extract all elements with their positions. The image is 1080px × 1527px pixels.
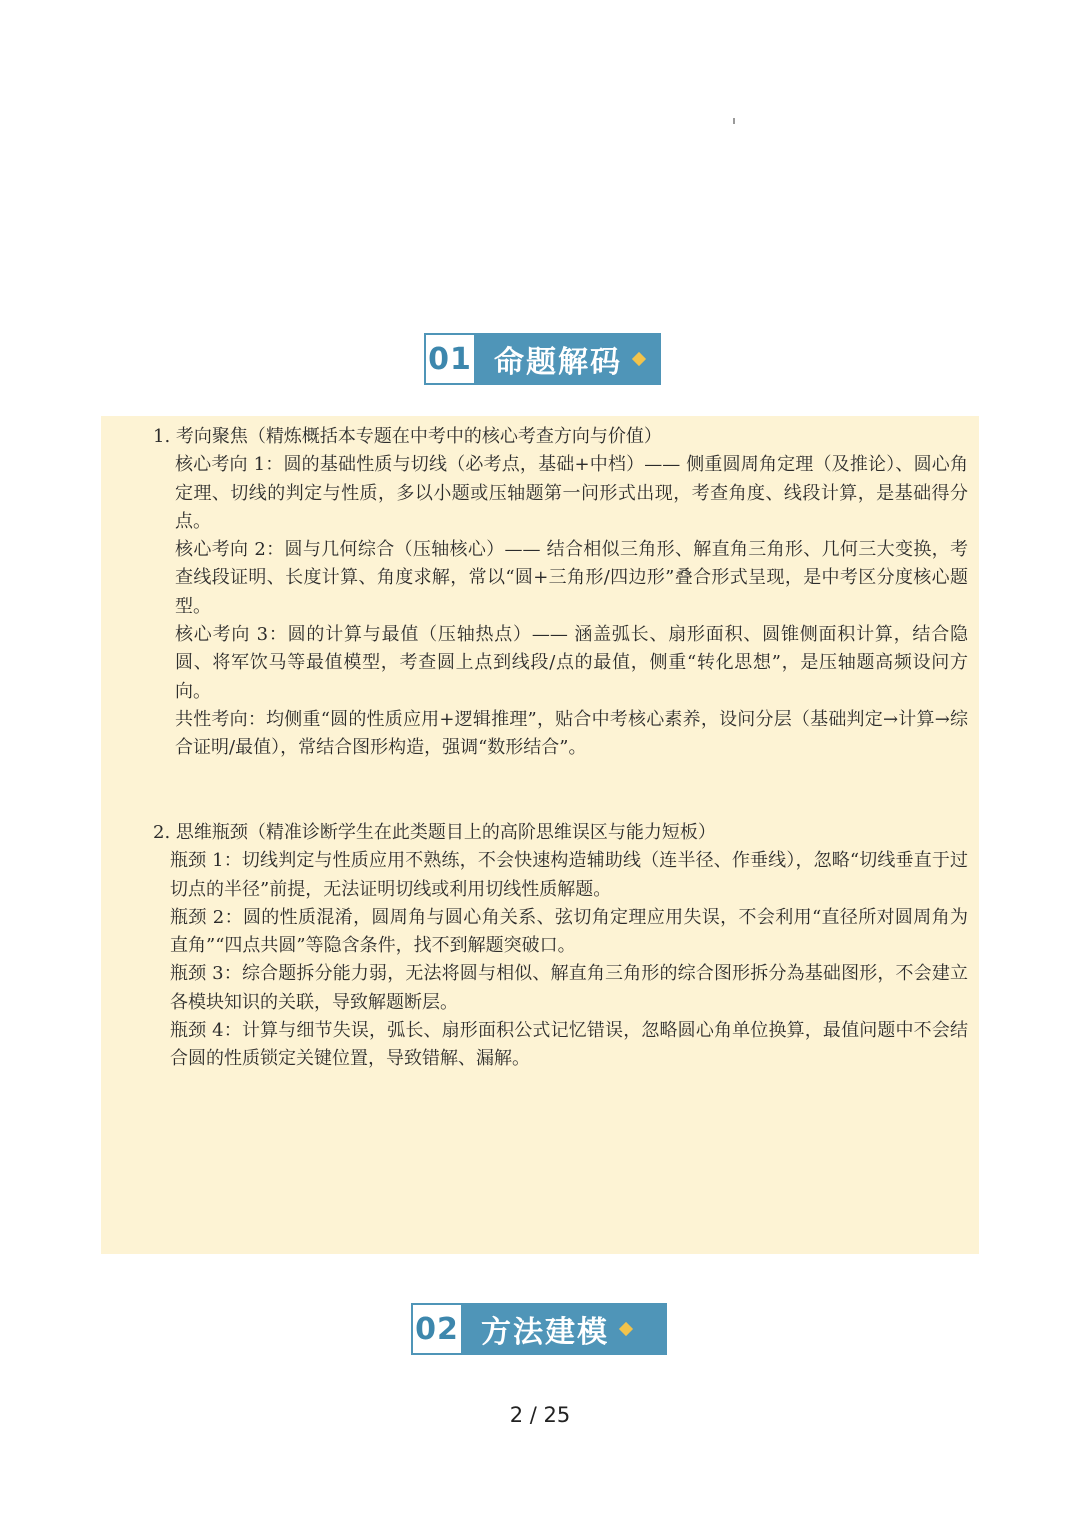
bottleneck-section <box>153 819 968 1074</box>
bottleneck-paragraph: 瓶颈 3：综合题拆分能力弱，无法将圆与相似、解直角三角形的综合图形拆分為基础图形，不会建立各模块知识的关联，导致解题断层。 <box>170 963 968 1013</box>
focus-paragraph: 核心考向 1：圆的基础性质与切线（必考点，基础+中档）—— 侧重圆周角定理（及推论）、圆心角定理、切线的判定与性质，多以小题或压轴题第一问形式出现，考查角度、线段计算，是基础得分点。 <box>175 454 968 532</box>
section-title-box <box>476 333 661 385</box>
diamond-icon <box>619 1322 633 1336</box>
focus-paragraph: 共性考向：均侧重“圆的性质应用+逻辑推理”，贴合中考核心素养，设问分层（基础判定→计算→综合证明/最值），常结合图形构造，强调“数形结合”。 <box>175 708 968 759</box>
focus-section <box>153 423 968 763</box>
focus-paragraph: 核心考向 3：圆的计算与最值（压轴热点）—— 涵盖弧长、扇形面积、圆锥侧面积计算，结合隐圆、将军饮马等最值模型，考查圆上点到线段/点的最值，侧重“转化思想”，是压轴题高频设问方向。 <box>175 624 968 702</box>
section-header-02 <box>411 1303 667 1355</box>
section-number: 01 <box>424 333 476 385</box>
section-title: 方法建模 <box>481 1315 609 1350</box>
bottleneck-paragraph: 瓶颈 4：计算与细节失误，弧长、扇形面积公式记忆错误，忽略圆心角单位换算，最值问题中不会结合圆的性质锁定关键位置，导致错解、漏解。 <box>170 1020 968 1070</box>
section-title-box <box>463 1303 667 1355</box>
section-title: 命题解码 <box>494 345 622 380</box>
section-number: 02 <box>411 1303 463 1355</box>
diamond-icon <box>632 352 646 366</box>
bottleneck-paragraph: 瓶颈 1：切线判定与性质应用不熟练，不会快速构造辅助线（连半径、作垂线），忽略“切线垂直于过切点的半径”前提，无法证明切线或利用切线性质解题。 <box>170 850 968 900</box>
bottleneck-paragraph: 瓶颈 2：圆的性质混淆，圆周角与圆心角关系、弦切角定理应用失误，不会利用“直径所对圆周角为直角”“四点共圆”等隐含条件，找不到解题突破口。 <box>170 906 968 957</box>
stray-mark <box>733 118 735 124</box>
section-header-01 <box>424 333 661 385</box>
focus-paragraph: 核心考向 2：圆与几何综合（压轴核心）—— 结合相似三角形、解直角三角形、几何三大变换，考查线段证明、长度计算、角度求解，常以“圆+三角形/四边形”叠合形式呈现，是中考区分度核心题型。 <box>175 539 968 617</box>
focus-heading: 1. 考向聚焦（精炼概括本专题在中考中的核心考查方向与价值） <box>153 426 662 447</box>
bottleneck-heading: 2. 思维瓶颈（精准诊断学生在此类题目上的高阶思维误区与能力短板） <box>153 822 716 843</box>
page-indicator: 2 / 25 <box>509 1403 571 1427</box>
